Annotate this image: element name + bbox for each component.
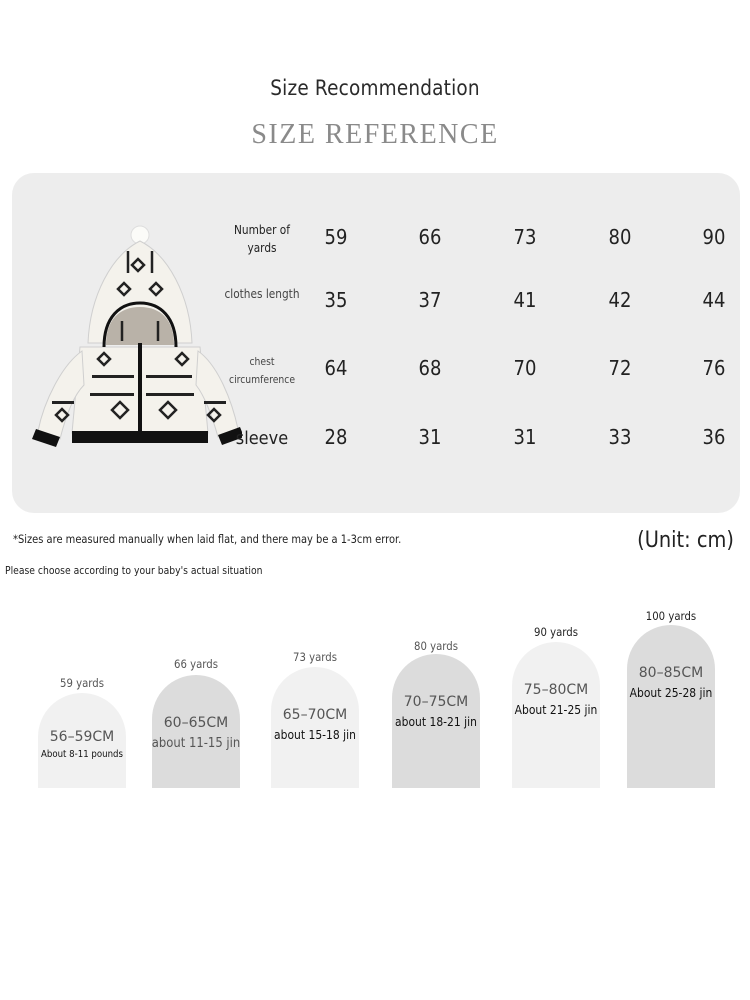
- table-cell: 37: [418, 288, 442, 312]
- table-cell: 70: [513, 356, 537, 380]
- size-yards-label: 73 yards: [293, 650, 337, 664]
- table-cell: 31: [418, 425, 442, 449]
- size-yards-label: 59 yards: [60, 676, 104, 690]
- size-weight-range: about 15-18 jin: [274, 727, 356, 742]
- table-cell: 42: [608, 288, 632, 312]
- size-arch: [271, 667, 359, 788]
- table-cell: 66: [418, 225, 442, 249]
- size-height-range: 70–75CM: [403, 694, 469, 710]
- table-cell: 68: [418, 356, 442, 380]
- size-height-range: 56–59CM: [49, 729, 115, 745]
- size-arch: [627, 625, 715, 788]
- table-cell: 36: [702, 425, 726, 449]
- size-height-range: 75–80CM: [523, 682, 589, 698]
- size-arch: [38, 693, 126, 788]
- table-cell: 28: [324, 425, 348, 449]
- row-label-yards: Number of yards: [234, 223, 290, 255]
- table-cell: 80: [608, 225, 632, 249]
- size-arch: [512, 642, 600, 788]
- size-weight-range: About 25-28 jin: [629, 685, 713, 700]
- table-cell: 76: [702, 356, 726, 380]
- table-cell: 44: [702, 288, 726, 312]
- table-cell: 33: [608, 425, 632, 449]
- table-cell: 72: [608, 356, 632, 380]
- size-arch: [152, 675, 240, 788]
- size-arch: [392, 654, 480, 788]
- size-weight-range: about 11-15 jin: [151, 735, 241, 751]
- size-yards-label: 66 yards: [174, 657, 218, 671]
- size-height-range: 80–85CM: [638, 665, 704, 681]
- size-yards-label: 80 yards: [414, 639, 458, 653]
- choose-note: Please choose according to your baby's actual situation: [5, 564, 263, 577]
- table-cell: 73: [513, 225, 537, 249]
- table-cell: 59: [324, 225, 348, 249]
- table-cell: 64: [324, 356, 348, 380]
- table-cell: 90: [702, 225, 726, 249]
- table-cell: 35: [324, 288, 348, 312]
- hooded-fleece-jacket-icon: [32, 225, 242, 465]
- page-title: Size Recommendation: [270, 76, 480, 100]
- row-label-length: clothes length: [224, 287, 300, 301]
- table-cell: 41: [513, 288, 537, 312]
- size-table-panel: [12, 173, 740, 513]
- size-weight-range: About 8-11 pounds: [41, 749, 123, 760]
- row-label-sleeve: sleeve: [235, 428, 289, 449]
- size-weight-range: About 21-25 jin: [514, 702, 598, 717]
- table-cell: 31: [513, 425, 537, 449]
- size-height-range: 65–70CM: [282, 707, 348, 723]
- measure-note: *Sizes are measured manually when laid flat, and there may be a 1-3cm error.: [13, 532, 402, 546]
- row-label-chest: chest circumference: [228, 356, 296, 386]
- size-yards-label: 100 yards: [645, 609, 697, 623]
- unit-label: (Unit: cm): [637, 528, 734, 553]
- page-subtitle: SIZE REFERENCE: [251, 119, 499, 150]
- size-height-range: 60–65CM: [163, 715, 229, 731]
- size-weight-range: about 18-21 jin: [395, 714, 477, 729]
- size-yards-label: 90 yards: [534, 625, 578, 639]
